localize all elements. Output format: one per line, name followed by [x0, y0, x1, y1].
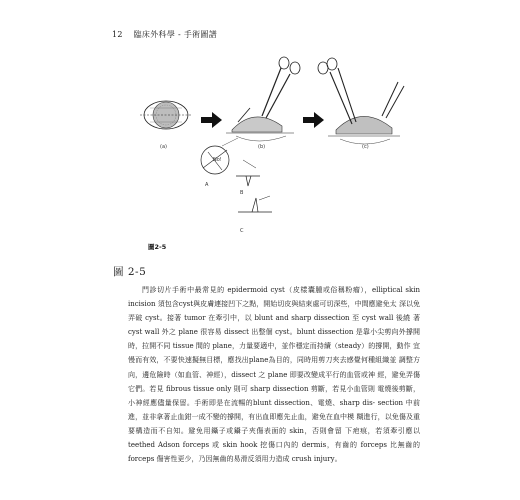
- panel-label-b: (b): [258, 144, 266, 150]
- body-line-5: 時，拉開不同 tissue 間的 plane，力量要適中，並作穩定而持續（steady）的撐開，動作: [128, 342, 411, 351]
- figure-caption: 圖2-5: [148, 243, 167, 251]
- body-line-3: 深以免弄破 cyst。接著 tumor 在牽引中，以 blunt and sharp dissection 至 cyst wall 後繞: [128, 300, 420, 323]
- body-line-9: 電燒後剪斷，小神經應儘量保留。手術即是在流暢的blunt dissection、電燒、sharp dis-: [128, 384, 420, 407]
- sub-label-a: A: [205, 182, 209, 188]
- body-line-7: 調整方向，邊危險時（如血管、神經），dissect 之 plane 即要改變成平行的血管或神: [128, 356, 420, 379]
- body-line-2: incision 須包含cyst與皮膚連接凹下之點，開始切皮與結束處可切深些，中間應避免太: [128, 300, 397, 309]
- panel-label-a: (a): [160, 144, 167, 150]
- sub-label-c: C: [240, 228, 244, 234]
- page-number: 12: [112, 30, 123, 39]
- panel-a-drawing: [140, 101, 192, 129]
- body-line-11: 糊進行，以免傷及重要構造而不自知。避免用鑷子或鑷子夾傷表面的 skin，否則會留: [128, 412, 421, 435]
- body-line-6: 宜慢而有效，不要快速擬無目標，應找出plane為目的，同時用剪刀夾去感覺何種組織並: [128, 342, 420, 365]
- body-line-13: forceps 比無齒的 forceps 傷害性更少，乃因無齒的易滑反須用力造成 crush injury。: [128, 441, 420, 464]
- body-paragraph: [128, 283, 420, 466]
- callout-no: No!: [213, 157, 222, 163]
- body-line-1: 門診切片手術中最常見的 epidermoid cyst（皮樣囊腫或俗稱粉瘤），elliptical skin: [142, 286, 420, 294]
- body-line-12: 下疤痕，若須牽引應以 teethed Adson forceps 或 skin hook 挖傷口內的 dermis，有齒的: [128, 426, 420, 450]
- panel-b-drawing: [226, 57, 300, 141]
- section-title: 圖 2-5: [113, 266, 147, 278]
- body-line-4: 著 cyst wall 外之 plane 很容易 dissect 出整個 cyst。blunt dissection 是靠小尖剪向外撐開: [128, 314, 420, 337]
- panel-label-c: (c): [362, 144, 369, 150]
- panel-c-drawing: [318, 58, 404, 144]
- body-line-8: 經，避免弄傷它們。若見 fibrous tissue only 則可 sharp dissection 剪斷，若見小血管則: [128, 370, 420, 393]
- running-title: 臨床外科學 - 手術圖譜: [133, 30, 218, 39]
- body-line-10: section 中前進，並非拿著止血鉗一成不變的撐開，有出血即應先止血，避免在血中模: [128, 398, 421, 421]
- sub-label-b: B: [240, 190, 244, 196]
